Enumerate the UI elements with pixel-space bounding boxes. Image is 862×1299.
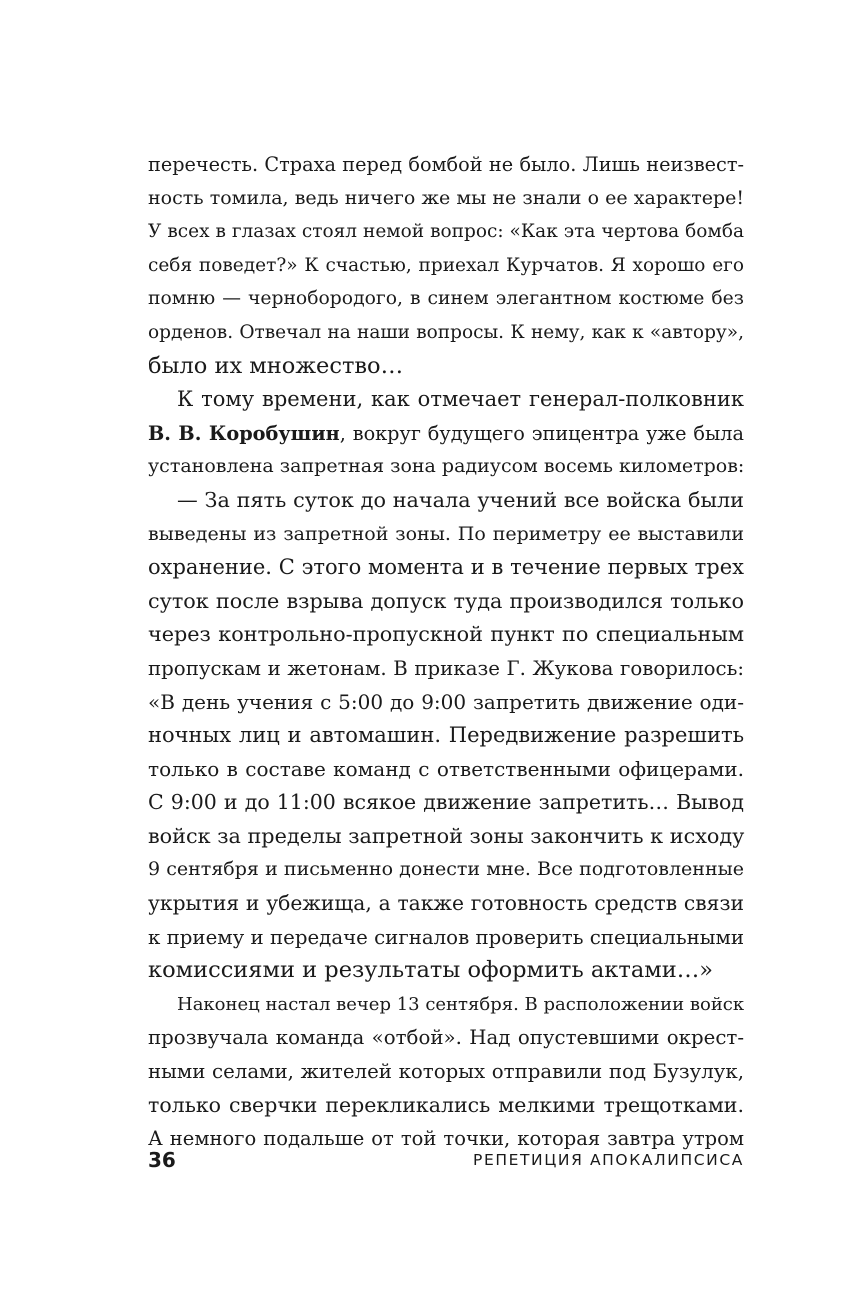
paragraph-3-quote: [148, 484, 744, 988]
text-line: Наконец настал вечер 13 сентября. В расположении войск: [177, 993, 745, 1015]
text-line: было их множество…: [148, 352, 404, 379]
text-line: помню — чернобородого, в синем элегантном костюме без: [148, 288, 744, 310]
text-line: ночных лиц и автомашин. Передвижение разрешить: [148, 723, 744, 748]
text-line: установлена запретная зона радиусом восемь километров:: [148, 455, 745, 478]
page-number: 36: [148, 1148, 176, 1172]
text-line: выведены из запретной зоны. По периметру ее выставили: [148, 522, 744, 545]
text-line-rest: , вокруг будущего эпицентра уже была: [339, 421, 745, 445]
paragraph-1: [148, 148, 744, 383]
text-line: комиссиями и результаты оформить актами…»: [148, 957, 713, 984]
text-line: С 9:00 и до 11:00 всякое движение запретить… Вывод: [148, 790, 744, 815]
text-line: перечесть. Страха перед бомбой не было. Лишь неизвест-: [148, 153, 744, 176]
person-name: В. В. Коробушин: [148, 421, 340, 445]
running-title: РЕПЕТИЦИЯ АПОКАЛИПСИСА: [473, 1151, 744, 1169]
text-line: К тому времени, как отмечает генерал-полковник: [177, 387, 744, 412]
text-line: суток после взрыва допуск туда производился только: [148, 588, 744, 613]
text-line: орденов. Отвечал на наши вопросы. К нему, как к «автору»,: [148, 321, 744, 343]
paragraph-4: [148, 988, 744, 1156]
text-line: прозвучала команда «отбой». Над опустевшими окрест-: [148, 1026, 744, 1050]
text-line: охранение. С этого момента и в течение первых трех: [148, 555, 744, 580]
text-line: — За пять суток до начала учений все войска были: [177, 487, 744, 512]
page-footer: [148, 1148, 744, 1172]
book-page-body: [148, 148, 744, 1156]
text-line: 9 сентября и письменно донести мне. Все подготовленные: [148, 858, 744, 881]
paragraph-2: [148, 383, 744, 484]
text-line: только в составе команд с ответственными офицерами.: [148, 756, 744, 781]
text-line: пропускам и жетонам. В приказе Г. Жукова говорилось:: [148, 656, 744, 680]
text-line: войск за пределы запретной зоны закончить к исходу: [148, 823, 745, 848]
text-line: У всех в глазах стоял немой вопрос: «Как эта чертова бомба: [148, 221, 744, 243]
text-line: через контрольно-пропускной пункт по специальным: [148, 622, 744, 647]
text-line: к приему и передаче сигналов проверить специальными: [148, 925, 744, 949]
text-line-with-name: [148, 417, 744, 451]
text-line: «В день учения с 5:00 до 9:00 запретить движение оди-: [148, 689, 744, 714]
text-line: только сверчки перекликались мелкими трещотками.: [148, 1092, 744, 1117]
text-line: А немного подальше от той точки, которая завтра утром: [148, 1127, 744, 1151]
text-line: ными селами, жителей которых отправили под Бузулук,: [148, 1060, 744, 1084]
text-line: себя поведет?» К счастью, приехал Курчатов. Я хорошо его: [148, 254, 744, 276]
text-line: ность томила, ведь ничего же мы не знали о ее характере!: [148, 186, 744, 209]
text-line: укрытия и убежища, а также готовность средств связи: [148, 891, 744, 916]
